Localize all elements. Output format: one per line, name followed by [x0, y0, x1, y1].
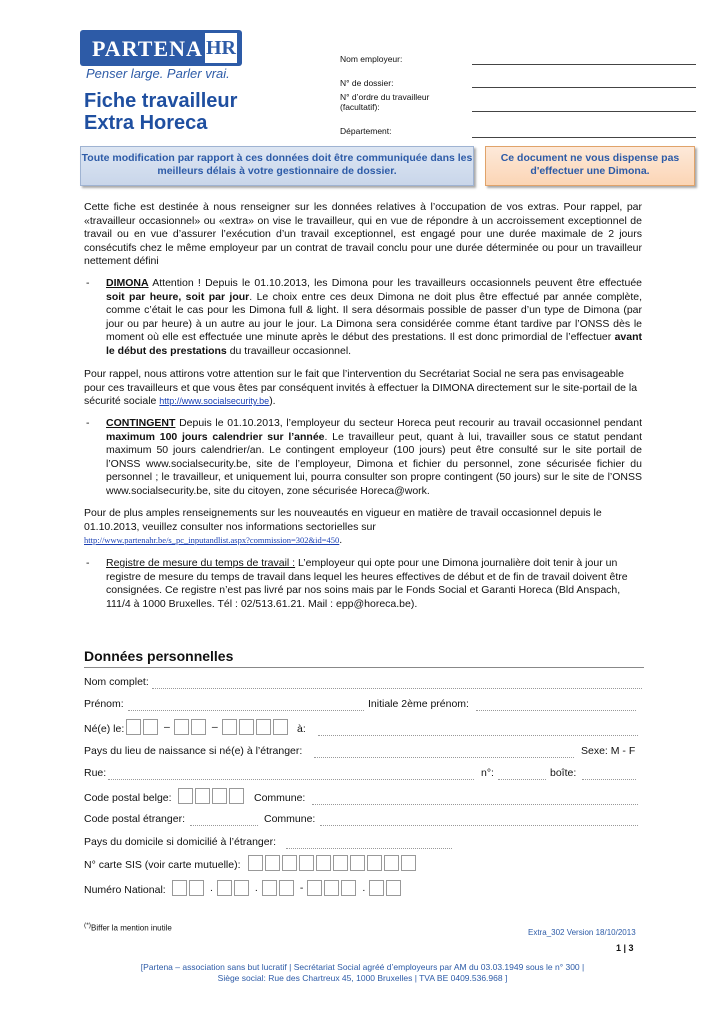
dossier-field[interactable]: [472, 87, 696, 88]
reminder-paragraph: [84, 368, 642, 409]
footnote-text: Biffer la mention inutile: [91, 923, 172, 933]
date-sep-2: –: [211, 721, 218, 733]
reminder-text: Pour rappel, nous attirons votre attention sur le fait que l’intervention du Secrétariat Social ne sera pas envisageable pour ces travailleurs et que vous êtes par conséquent invités à effectuer la DIMONA directement sur le site-portail de la sécurité sociale: [84, 368, 638, 407]
version-label: Extra_302 Version 18/10/2013: [528, 928, 636, 937]
box-label: boîte:: [550, 767, 577, 779]
national-no-field[interactable]: [172, 880, 403, 896]
postal-foreign-label: Code postal étranger:: [84, 813, 185, 825]
worker-no-text: N° d’ordre du travailleur: [340, 92, 430, 102]
nat-sep-2: .: [254, 882, 258, 894]
logo-brand: PARTENA: [92, 36, 203, 61]
employer-field[interactable]: [472, 64, 696, 65]
street-field[interactable]: [108, 779, 474, 780]
full-name-field[interactable]: [152, 688, 642, 689]
nat-sep-1: .: [210, 882, 213, 894]
postal-foreign-field[interactable]: [190, 825, 258, 826]
reminder-end: ).: [269, 395, 276, 407]
initial2-field[interactable]: [476, 710, 636, 711]
first-name-field[interactable]: [128, 710, 364, 711]
title-line2: Extra Horeca: [84, 112, 208, 134]
domicile-country-field[interactable]: [286, 848, 452, 849]
birth-country-field[interactable]: [314, 757, 574, 758]
sis-card-label: N° carte SIS (voir carte mutuelle):: [84, 859, 241, 871]
department-label: Département:: [340, 126, 392, 136]
dimona-text1: Attention ! Depuis le 01.10.2013, les Dimona pour les travailleurs occasionnels peuvent être effectuée: [148, 277, 642, 289]
commune2-field[interactable]: [320, 825, 638, 826]
employer-label: Nom employeur:: [340, 54, 403, 64]
full-name-label: Nom complet:: [84, 676, 149, 688]
intro-paragraph: Cette fiche est destinée à nous renseigner sur les données relatives à l’occupation de vos extras. Pour rappel, par «travailleur occasionnel» ou «extra» on vise le travailleur, qui en vue de répondre à un accroissement exceptionnel de travail ou en vue d’assurer l’exécution d’un travail exceptionnel, est engagé pour une durée maximale de 2 jours consécutifs chez le même employeur par un contrat de travail conclu pour une durée déterminée ou pour un travailleur nettement défini: [84, 201, 642, 267]
dimona-text3: du travailleur occasionnel.: [226, 344, 352, 357]
footer-line2: Siège social: Rue des Chartreux 45, 1000 Bruxelles | TVA BE 0409.536.968 ]: [217, 973, 508, 983]
footer-line1: [Partena – association sans but lucratif | Secrétariat Social agréé d’employeurs par AM du 03.03.1949 sous le n° 300 |: [140, 962, 585, 972]
dimona-keyword: DIMONA: [106, 277, 149, 289]
dossier-label: N° de dossier:: [340, 78, 394, 88]
birth-country-label: Pays du lieu de naissance si né(e) à l’étranger:: [84, 745, 303, 757]
birth-date-field[interactable]: [126, 719, 290, 735]
page-title: [84, 90, 237, 134]
birthplace-label: à:: [297, 723, 306, 735]
sex-label[interactable]: Sexe: M - F: [581, 745, 636, 757]
number-field[interactable]: [498, 779, 546, 780]
page-number: 1 | 3: [616, 943, 634, 953]
section-title: Données personnelles: [84, 648, 234, 664]
commune-label: Commune:: [254, 792, 306, 804]
nat-sep-4: .: [362, 882, 366, 894]
sis-card-field[interactable]: [248, 855, 418, 871]
footnote-sup: (*): [84, 922, 92, 929]
department-field[interactable]: [472, 137, 696, 138]
worker-no-label: [340, 92, 429, 112]
registre-paragraph: [86, 557, 642, 611]
more-info-end: .: [339, 534, 343, 546]
contingent-keyword: CONTINGENT: [106, 417, 176, 429]
footnote: [84, 922, 172, 933]
date-sep-1: –: [164, 721, 170, 733]
contingent-text1: Depuis le 01.10.2013, l’employeur du secteur Horeca peut recourir au travail occasionnel pendant: [175, 417, 642, 429]
postal-be-label: Code postal belge:: [84, 792, 172, 804]
title-line1: Fiche travailleur: [84, 90, 238, 112]
dimona-text2: . Le choix entre ces deux Dimona ne doit plus être effectué par année complète, comme c’était le cas pour les Dimona full & light. Il sera désormais possible de passer d’un type de Dimona (par jour ou par heure) à un autre au jour le jour. La Dimona sera considérée comme étant tardive par l’ONSS dès le moment où elle est effectuée une minute après le début des prestations. Il est donc primordial de l’effectuer: [106, 290, 642, 343]
number-label: n°:: [481, 767, 494, 779]
dimona-bold1: soit par heure, soit par jour: [106, 290, 250, 303]
registre-dash: -: [86, 557, 90, 569]
contingent-dash: -: [86, 417, 90, 429]
logo-slogan: Penser large. Parler vrai.: [86, 66, 230, 81]
national-no-label: Numéro National:: [84, 884, 166, 896]
notice-orange: Ce document ne vous dispense pas d'effectuer une Dimona.: [485, 146, 695, 186]
nat-sep-3: -: [299, 882, 304, 894]
more-info-text: Pour de plus amples renseignements sur les nouveautés en vigueur en matière de travail occasionnel depuis le 01.10.2013, veuillez consulter nos informations sectorielles sur: [84, 507, 602, 533]
registre-keyword: Registre de mesure du temps de travail :: [106, 557, 296, 569]
worker-no-field[interactable]: [472, 111, 696, 112]
box-field[interactable]: [582, 779, 636, 780]
section-divider: [84, 667, 644, 668]
notice-blue: Toute modification par rapport à ces données doit être communiquée dans les meilleurs délais à votre gestionnaire de dossier.: [80, 146, 474, 186]
commune2-label: Commune:: [264, 813, 316, 825]
dimona-bold2: avant le début des prestations: [106, 331, 642, 357]
birthplace-field[interactable]: [318, 735, 638, 736]
partena-link[interactable]: http://www.partenahr.be/s_pc_inputandlist.aspx?commission=302&id=450: [84, 535, 340, 545]
footer: [80, 962, 645, 984]
contingent-paragraph: [86, 417, 642, 498]
first-name-label: Prénom:: [84, 698, 124, 710]
commune-field[interactable]: [312, 804, 638, 805]
domicile-country-label: Pays du domicile si domicilié à l’étranger:: [84, 836, 276, 848]
contingent-bold1: maximum 100 jours calendrier sur l’année: [106, 430, 325, 443]
dimona-paragraph: [86, 277, 642, 358]
worker-no-sub: (facultatif):: [340, 102, 380, 112]
registre-text: L’employeur qui opte pour une Dimona journalière doit tenir à jour un registre de mesure du temps de travail dans lequel les heures effectives de début et de fin de travail doivent être consignées. Ce registre n’est pas livré par nos soins mais par le Fonds Social et Garanti Horeca (Bld Anspach, 111/4 à 1000 Bruxelles. Tél : 02/513.61.21. Mail : epp@horeca.be).: [106, 557, 628, 610]
socialsecurity-link[interactable]: http://www.socialsecurity.be: [159, 396, 270, 406]
logo-suffix: HR: [205, 33, 237, 63]
street-label: Rue:: [84, 767, 107, 779]
postal-be-field[interactable]: [178, 788, 246, 804]
more-info-paragraph: [84, 507, 642, 548]
dimona-dash: -: [86, 277, 90, 289]
contingent-text2: . Le travailleur peut, quant à lui, travailler sous ce statut pendant maximum 50 jours calendrier/an. Le contingent employeur (100 jours) peut être consulté sur le site portail de l’ONSS www.socialsecurity.be, site de l’employeur, Dimona et fichier du personnel, zone sécurisée fichier du personnel ; le travailleur, et uniquement lui, pourra consulter son propre contingent (50 jours) sur le site de l’ONSS www.socialsecurity.be, site du citoyen, zone sécurisée Horeca@work.: [106, 430, 642, 497]
born-label: Né(e) le:: [84, 723, 125, 735]
initial2-label: Initiale 2ème prénom:: [368, 698, 469, 710]
